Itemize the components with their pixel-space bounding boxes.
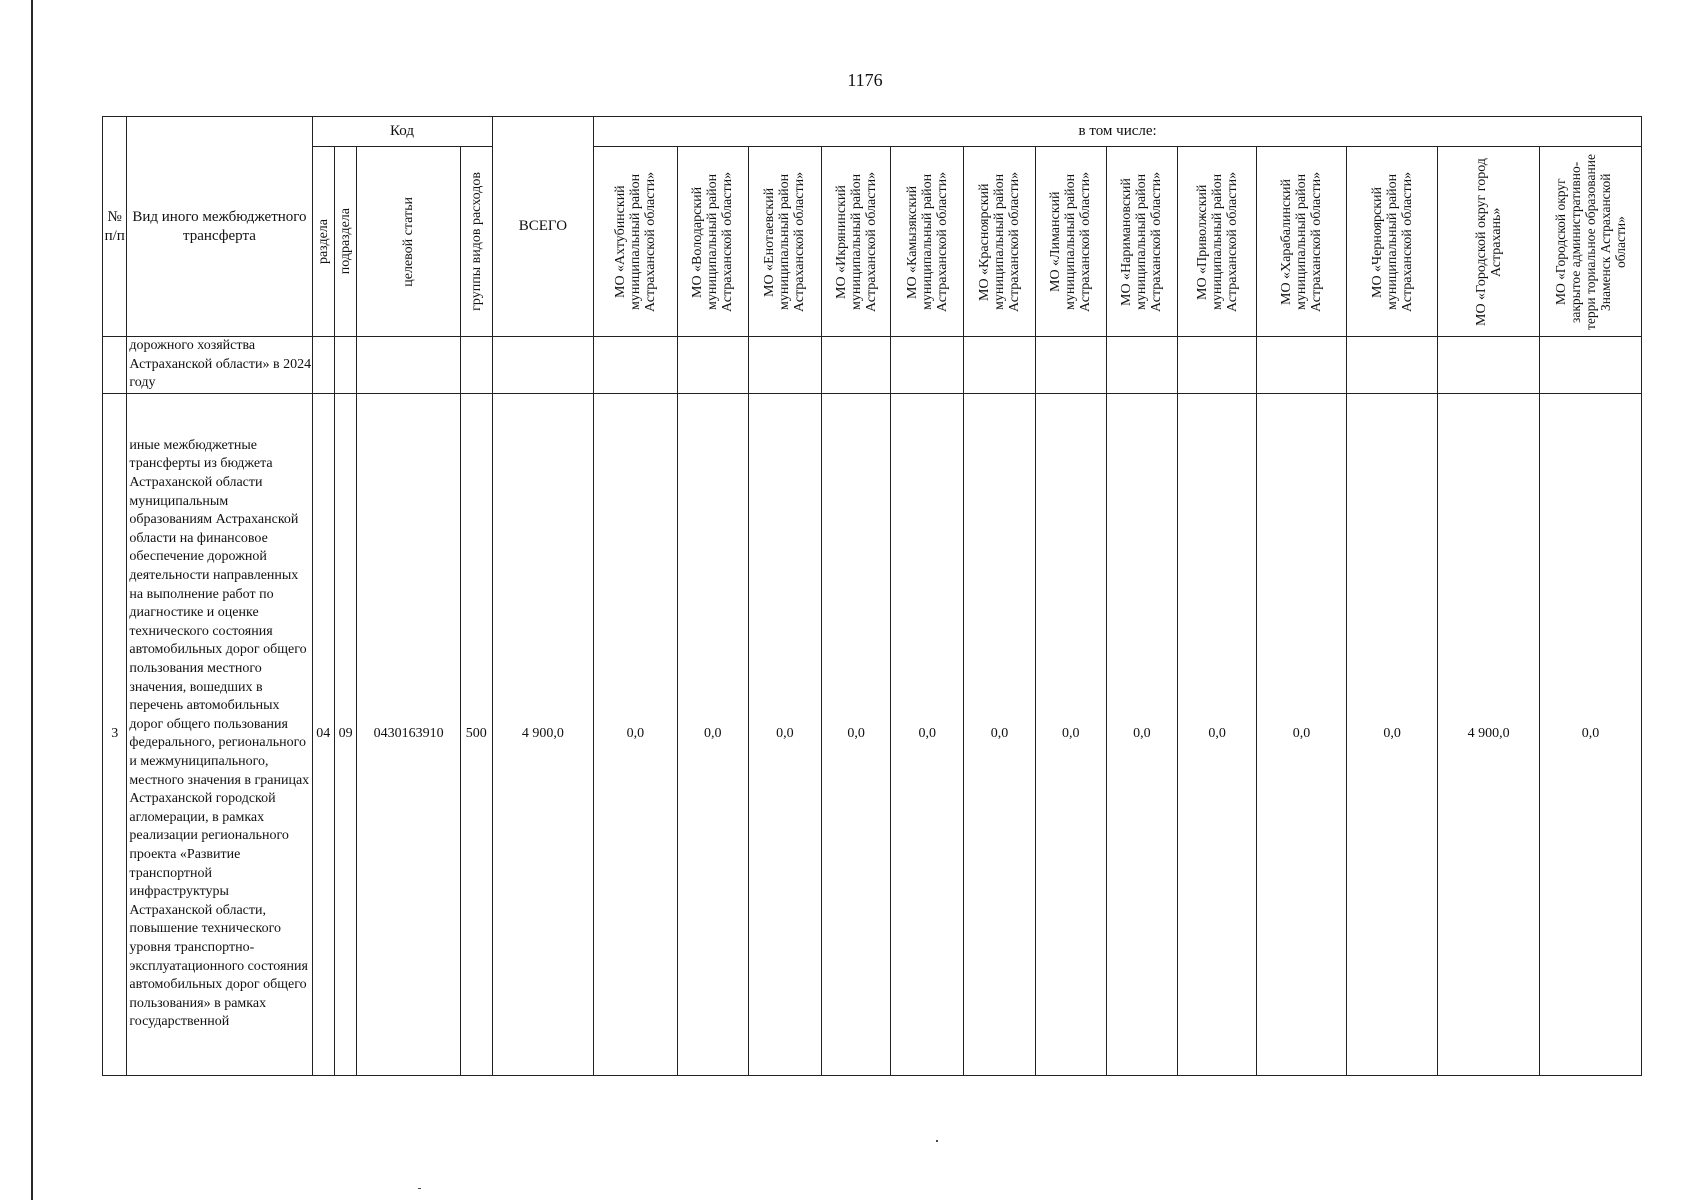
header-mo-znamensk: МО «Городской округ закрытое административно-терри ториальное образование Знаменск Астраханской области» [1540,147,1642,337]
row3-value-chernoyarsky: 0,0 [1346,393,1438,1075]
scan-speck [418,1188,421,1189]
row3-razdel: 04 [312,393,334,1075]
header-mo-akhtubinsky: МО «Ахтубинский муниципальный район Астраханской области» [594,147,677,337]
row3-value-volodarsky: 0,0 [677,393,748,1075]
header-including: в том числе: [594,117,1642,147]
header-code-razdel: раздела [312,147,334,337]
header-code: Код [312,117,492,147]
row3-value-ikryaninsky: 0,0 [822,393,891,1075]
row3-value-krasnoyarsky: 0,0 [964,393,1035,1075]
row3-value-akhtubinsky: 0,0 [594,393,677,1075]
transfer-table [102,116,1642,1076]
row3-value-limansky: 0,0 [1035,393,1106,1075]
scan-speck [936,1140,938,1142]
page-number: 1176 [847,70,883,90]
header-mo-krasnoyarsky: МО «Красноярский муниципальный район Астраханской области» [964,147,1035,337]
header-mo-enotaevsky: МО «Енотаевский муниципальный район Астраханской области» [748,147,821,337]
header-code-celevaya: целевой статьи [357,147,461,337]
row3-value-kamyzyaksky: 0,0 [891,393,964,1075]
header-mo-kamyzyaksky: МО «Камызякский муниципальный район Астраханской области» [891,147,964,337]
row3-value-privolzhsky: 0,0 [1177,393,1256,1075]
left-margin-line [31,0,33,1200]
row3-transfer-text: иные межбюджетные трансферты из бюджета Астраханской области муниципальным образованиям Астраханской области на финансовое обеспечение дорожной деятельности направленных на выполнение работ по диагностике и оценке технического состояния автомобильных дорог общего пользования местного значения, вошедших в перечень автомобильных дорог общего пользования федерального, регионального и межмуниципального, местного значения в границах Астраханской городской агломерации, в рамках реализации регионального проекта «Развитие транспортной инфраструктуры Астраханской области, повышение технического уровня транспортно-эксплуатационного состояния автомобильных дорог общего пользования» в рамках государственной [127,393,312,1075]
continuation-num-cell [103,337,127,394]
header-total: ВСЕГО [492,117,594,337]
header-mo-kharabalinsky: МО «Харабалинский муниципальный район Астраханской области» [1257,147,1347,337]
row3-celevaya: 0430163910 [357,393,461,1075]
header-code-podrazdel: подраздела [334,147,356,337]
row3-value-narimanovsky: 0,0 [1106,393,1177,1075]
header-mo-astrakhan-city: МО «Городской округ город Астрахань» [1438,147,1540,337]
row3-value-astrakhan-city: 4 900,0 [1438,393,1540,1075]
header-mo-chernoyarsky: МО «Черноярский муниципальный район Астраханской области» [1346,147,1438,337]
continuation-text-cell: дорожного хозяйства Астраханской области» в 2024 году [127,337,312,394]
row3-podrazdel: 09 [334,393,356,1075]
row3-value-znamensk: 0,0 [1540,393,1642,1075]
row3-gruppa: 500 [460,393,492,1075]
header-mo-privolzhsky: МО «Приволжский муниципальный район Астраханской области» [1177,147,1256,337]
header-mo-narimanovsky: МО «Наримановский муниципальный район Астраханской области» [1106,147,1177,337]
header-transfer-type: Вид иного межбюджетного трансферта [127,117,312,337]
row3-value-enotaevsky: 0,0 [748,393,821,1075]
row3-total: 4 900,0 [492,393,594,1075]
header-code-gruppa: группы видов расходов [460,147,492,337]
header-mo-volodarsky: МО «Володарский муниципальный район Астраханской области» [677,147,748,337]
header-mo-ikryaninsky: МО «Икрянинский муниципальный район Астраханской области» [822,147,891,337]
header-num: № п/п [103,117,127,337]
row3-num: 3 [103,393,127,1075]
header-mo-limansky: МО «Лиманский муниципальный район Астраханской области» [1035,147,1106,337]
row3-value-kharabalinsky: 0,0 [1257,393,1347,1075]
